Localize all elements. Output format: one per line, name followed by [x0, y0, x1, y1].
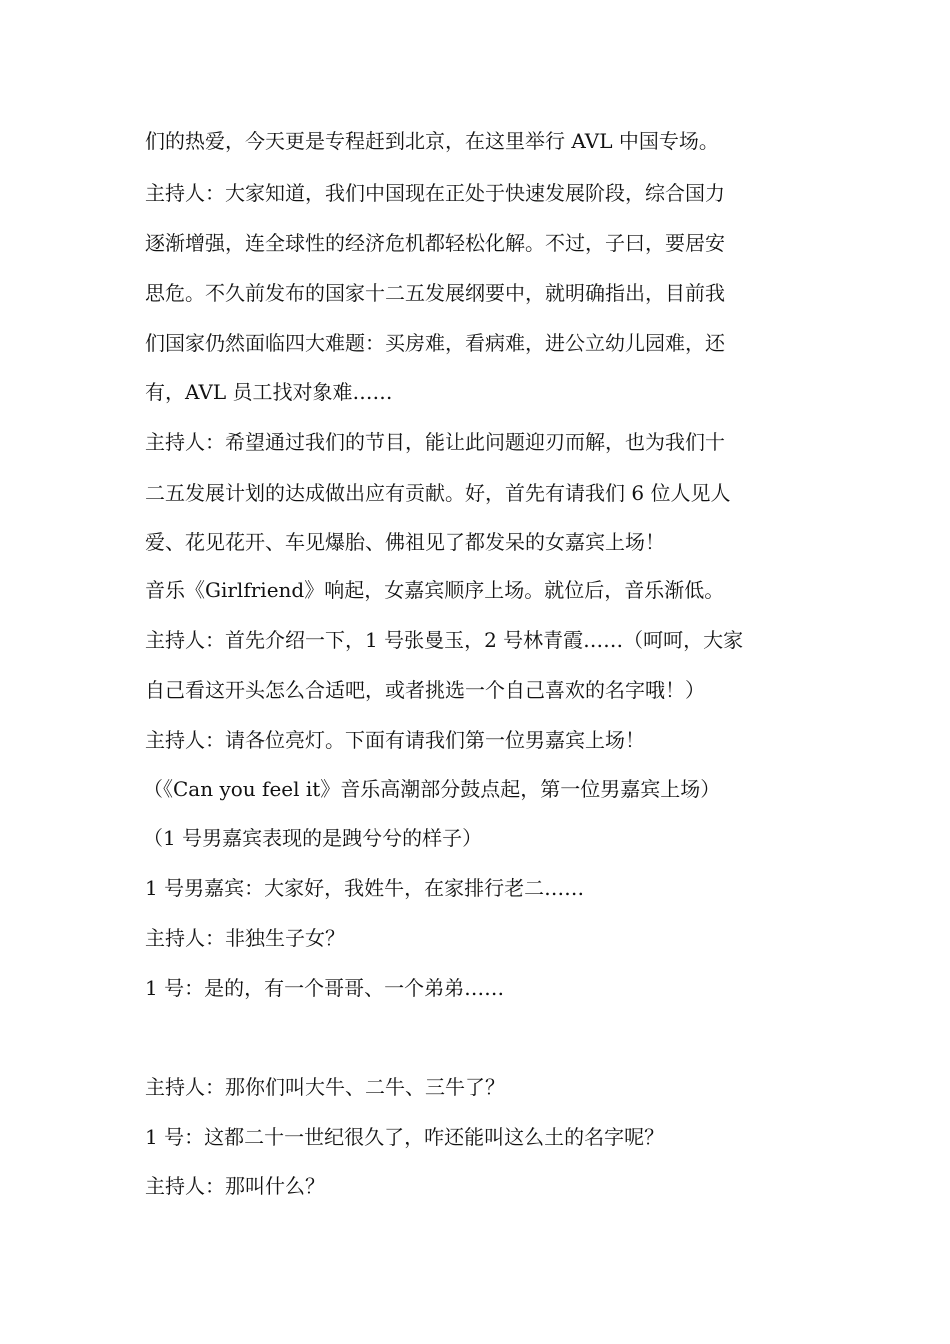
- text-line: 有，AVL 员工找对象难……: [145, 380, 393, 404]
- text-line: 1 号男嘉宾：大家好，我姓牛，在家排行老二……: [145, 876, 585, 900]
- text-line: 主持人：希望通过我们的节目，能让此问题迎刃而解，也为我们十: [145, 430, 725, 454]
- text-line: 们国家仍然面临四大难题：买房难，看病难，进公立幼儿园难，还: [145, 331, 725, 355]
- text-line: 主持人：首先介绍一下，1 号张曼玉，2 号林青霞……（呵呵，大家: [145, 628, 744, 652]
- text-line: 1 号：这都二十一世纪很久了，咋还能叫这么土的名字呢？: [145, 1125, 665, 1149]
- stage-direction: （《Can you feel it》音乐高潮部分鼓点起，第一位男嘉宾上场）: [143, 777, 721, 801]
- text-line: 1 号：是的，有一个哥哥、一个弟弟……: [145, 976, 505, 1000]
- text-line: 主持人：请各位亮灯。下面有请我们第一位男嘉宾上场！: [145, 728, 645, 752]
- text-line: 思危。不久前发布的国家十二五发展纲要中，就明确指出，目前我: [145, 281, 725, 305]
- text-line: 主持人：那叫什么？: [145, 1174, 325, 1198]
- text-line: 二五发展计划的达成做出应有贡献。好，首先有请我们 6 位人见人: [145, 481, 731, 505]
- text-line: 们的热爱，今天更是专程赶到北京，在这里举行 AVL 中国专场。: [145, 129, 719, 153]
- text-line: 主持人：那你们叫大牛、二牛、三牛了？: [145, 1075, 505, 1099]
- text-line: 主持人：大家知道，我们中国现在正处于快速发展阶段，综合国力: [145, 181, 725, 205]
- text-line: 自己看这开头怎么合适吧，或者挑选一个自己喜欢的名字哦！）: [145, 678, 705, 702]
- text-line: 爱、花见花开、车见爆胎、佛祖见了都发呆的女嘉宾上场！: [145, 530, 665, 554]
- text-line: 主持人：非独生子女？: [145, 926, 345, 950]
- text-line: 逐渐增强，连全球性的经济危机都轻松化解。不过，子曰，要居安: [145, 231, 725, 255]
- stage-direction: （1 号男嘉宾表现的是跩兮兮的样子）: [143, 826, 483, 850]
- text-line: 音乐《Girlfriend》响起，女嘉宾顺序上场。就位后，音乐渐低。: [145, 578, 725, 602]
